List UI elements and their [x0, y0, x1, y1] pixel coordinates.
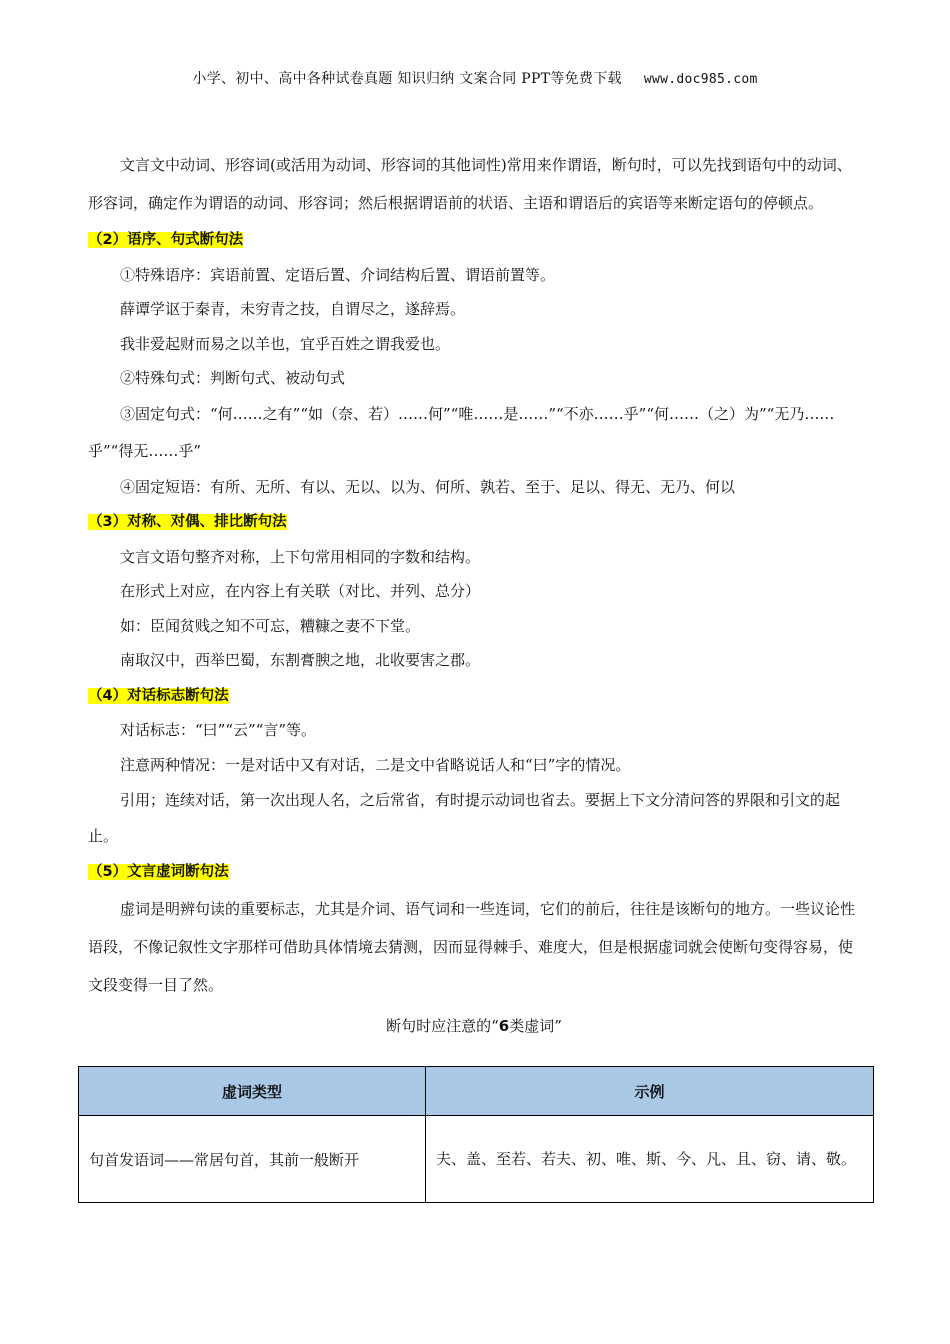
- section-heading-2: （2）语序、句式断句法: [88, 232, 244, 248]
- section2-fixed-phrases: ④固定短语：有所、无所、有以、无以、以为、何所、孰若、至于、足以、得无、无乃、何以: [120, 477, 736, 496]
- section3-line-2: 在形式上对应，在内容上有关联（对比、并列、总分）: [120, 582, 481, 600]
- section4-line-1: 对话标志：“曰”“云”“言”等。: [120, 721, 317, 739]
- column-header-type: 虚词类型: [79, 1067, 426, 1116]
- page-header: [0, 68, 950, 88]
- header-url[interactable]: www.doc985.com: [643, 72, 758, 87]
- section-heading-3: （3）对称、对偶、排比断句法: [88, 514, 287, 530]
- table-row: [79, 1116, 874, 1203]
- section2-line-3: 我非爱起财而易之以羊也，宜乎百姓之谓我爱也。: [120, 334, 451, 353]
- section2-line-4: ②特殊句式：判断句式、被动句式: [120, 369, 346, 387]
- intro-paragraph: 文言文中动词、形容词(或活用为动词、形容词的其他词性)常用来作谓语，断句时，可以先找到语句中的动词、形容词，确定作为谓语的动词、形容词；然后根据谓语前的状语、主语和谓语后的宾语等来断定语句的停顿点。: [88, 156, 852, 212]
- section2-line-2: 薛谭学讴于秦青，未穷青之技，自谓尽之，遂辞焉。: [120, 300, 466, 318]
- section5-paragraph: 虚词是明辨句读的重要标志，尤其是介词、语气词和一些连词，它们的前后，往往是该断句的地方。一些议论性语段，不像记叙性文字那样可借助具体情境去猜测，因而显得棘手、难度大，但是根据虚词就会使断句变得容易，使文段变得一目了然。: [88, 899, 856, 994]
- header-text: 小学、初中、高中各种试卷真题 知识归纳 文案合同 PPT等免费下载: [192, 71, 622, 87]
- section4-line-2: 注意两种情况：一是对话中又有对话，二是文中省略说话人和“曰”字的情况。: [120, 755, 631, 774]
- document-body: [88, 146, 860, 1044]
- section-heading-4: （4）对话标志断句法: [88, 687, 229, 704]
- table-caption: 断句时应注意的“6类虚词”: [386, 1016, 562, 1035]
- section4-paragraph: 引用；连续对话，第一次出现人名，之后常省，有时提示动词也省去。要据上下文分清问答的界限和引文的起止。: [88, 791, 841, 845]
- column-header-example: 示例: [426, 1067, 874, 1116]
- table-header-row: [79, 1067, 874, 1116]
- section2-line-1: ①特殊语序：宾语前置、定语后置、介词结构后置、谓语前置等。: [120, 265, 556, 284]
- section3-line-4: 南取汉中，西举巴蜀，东割膏腴之地，北收要害之郡。: [120, 651, 481, 669]
- section3-line-3: 如：臣闻贫贱之知不可忘，糟糠之妻不下堂。: [120, 616, 421, 635]
- section2-fixed-patterns: ③固定句式：“何……之有”“如（奈、若）……何”“唯……是……”“不亦……乎”“何……（之）为”“无乃……乎”“得无……乎”: [88, 404, 835, 460]
- function-words-table: [78, 1066, 874, 1203]
- table-cell-type: 句首发语词——常居句首，其前一般断开: [79, 1116, 426, 1203]
- section-heading-5: （5）文言虚词断句法: [88, 864, 229, 880]
- table-cell-example: 夫、盖、至若、若夫、初、唯、斯、今、凡、且、窃、请、敬。: [426, 1116, 874, 1203]
- section3-line-1: 文言文语句整齐对称，上下句常用相同的字数和结构。: [120, 547, 481, 566]
